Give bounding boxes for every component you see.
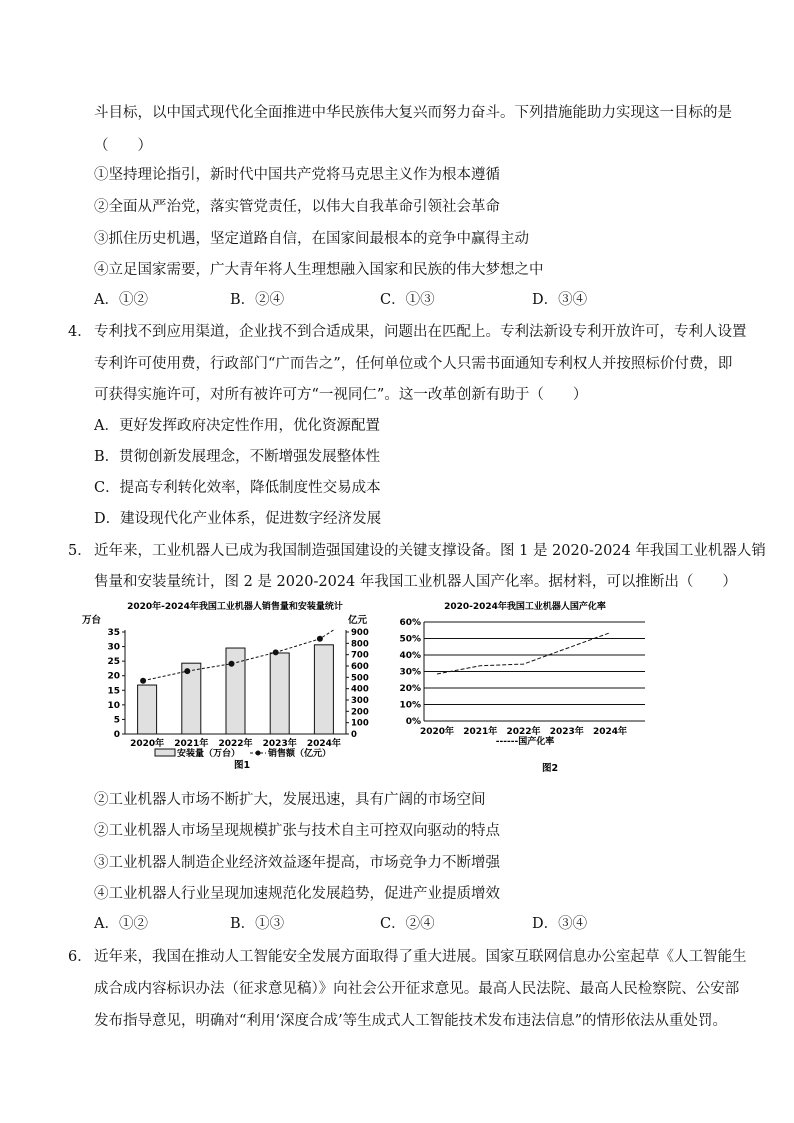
chart2-x-tick-label: 2022年 (506, 727, 541, 737)
chart1-x-tick-label: 2020年 (130, 739, 165, 749)
figure-2-line-chart (390, 598, 660, 778)
chart1-bar (182, 663, 201, 734)
chart2-y-tick-label: 10% (399, 700, 421, 711)
chart1-x-tick-label: 2022年 (218, 739, 253, 749)
chart1-caption: 图1 (233, 760, 251, 771)
chart2-caption: 图2 (541, 763, 559, 774)
q5-stem-line1: 近年来，工业机器人已成为我国制造强国建设的关键支撑设备。图 1 是 2020-2024 年我国工业机器人销 (94, 543, 766, 559)
chart1-right-tick-label: 100 (351, 718, 369, 729)
chart1-line-point (229, 661, 235, 667)
q6-stem-line1: 近年来，我国在推动人工智能安全发展方面取得了重大进展。国家互联网信息办公室起草《人工智能生 (94, 949, 747, 965)
chart1-legend-bar-swatch (155, 749, 175, 756)
chart1-left-tick-label: 0 (113, 730, 120, 740)
q5-item-2: ②工业机器人市场呈现规模扩张与技术自主可控双向驱动的特点 (94, 823, 500, 839)
q4-option-c[interactable]: C．提高专利转化效率，降低制度性交易成本 (94, 480, 381, 496)
q4-stem-line3: 可获得实施许可，对所有被许可方“一视同仁”。这一改革创新有助于（ ） (94, 387, 588, 403)
chart1-line-point (273, 649, 279, 655)
q4-number: 4． (68, 324, 92, 340)
chart2-y-tick-label: 20% (399, 684, 421, 694)
chart1-right-tick-label: 900 (351, 628, 369, 638)
chart2-y-tick-label: 40% (399, 651, 421, 661)
chart1-bar (138, 685, 157, 734)
chart1-x-tick-label: 2023年 (262, 739, 297, 749)
chart2-x-tick-label: 2021年 (463, 727, 498, 737)
q3-option-c[interactable]: C．①③ (380, 292, 435, 308)
q3-option-d[interactable]: D．③④ (532, 292, 588, 308)
chart1-right-unit: 亿元 (348, 615, 368, 626)
q5-option-a[interactable]: A．①② (94, 916, 148, 932)
q3-stem-line1: 斗目标，以中国式现代化全面推进中华民族伟大复兴而努力奋斗。下列措施能助力实现这一目标的是 (94, 105, 732, 121)
q3-item-2: ②全面从严治党，落实管党责任，以伟大自我革命引领社会革命 (94, 199, 500, 215)
chart1-bar (270, 653, 289, 734)
chart1-left-unit: 万台 (82, 615, 102, 626)
chart2-title: 2020-2024年我国工业机器人国产化率 (444, 602, 606, 612)
chart1-right-tick-label: 700 (351, 650, 369, 661)
chart2-legend-label: ------国产化率 (495, 737, 555, 747)
chart1-left-tick-label: 15 (107, 686, 120, 697)
q4-option-d[interactable]: D．建设现代化产业体系，促进数字经济发展 (94, 511, 382, 527)
chart2-y-tick-label: 50% (399, 634, 421, 645)
chart1-right-tick-label: 500 (351, 673, 369, 684)
q3-option-a[interactable]: A．①② (94, 292, 148, 308)
chart1-left-tick-label: 25 (107, 657, 120, 668)
chart1-x-tick-label: 2021年 (174, 739, 209, 749)
q3-stem-line2: （ ） (94, 138, 152, 154)
q6-stem-line3: 发布指导意见，明确对“利用‘深度合成’等生成式人工智能技术发布违法信息”的情形依法从重处罚。 (94, 1013, 728, 1029)
chart2-x-tick-label: 2024年 (592, 727, 628, 737)
chart1-left-tick-label: 35 (107, 628, 120, 638)
q4-stem-line2: 专利许可使用费，行政部门“广而告之”，任何单位或个人只需书面通知专利权人并按照标价付费，即 (94, 356, 733, 372)
q5-option-b[interactable]: B．①③ (230, 916, 285, 932)
chart1-right-tick-label: 400 (351, 684, 369, 695)
chart2-y-tick-label: 30% (399, 667, 421, 678)
chart1-left-tick-label: 5 (113, 715, 120, 726)
q5-option-d[interactable]: D．③④ (532, 916, 588, 932)
q4-option-b[interactable]: B．贯彻创新发展理念，不断增强发展整体性 (94, 449, 381, 465)
chart1-right-tick-label: 600 (351, 662, 369, 672)
q3-item-3: ③抓住历史机遇，坚定道路自信，在国家间最根本的竞争中赢得主动 (94, 231, 529, 247)
chart1-bar (314, 645, 333, 734)
chart1-x-tick-label: 2024年 (306, 739, 341, 749)
chart1-left-tick-label: 30 (107, 642, 120, 653)
chart1-line-point (184, 668, 190, 674)
q3-item-4: ④立足国家需要，广大青年将人生理想融入国家和民族的伟大梦想之中 (94, 262, 544, 278)
chart1-right-tick-label: 200 (351, 707, 369, 718)
chart1-left-tick-label: 10 (107, 700, 120, 711)
q4-option-a[interactable]: A．更好发挥政府决定性作用，优化资源配置 (94, 418, 380, 434)
chart1-left-tick-label: 20 (107, 671, 120, 682)
chart1-right-tick-label: 0 (351, 730, 357, 740)
q5-item-3: ③工业机器人制造企业经济效益逐年提高，市场竞争力不断增强 (94, 855, 500, 871)
chart1-right-tick-label: 800 (351, 639, 369, 650)
q3-item-1: ①坚持理论指引，新时代中国共产党将马克思主义作为根本遵循 (94, 167, 500, 183)
q6-stem-line2: 成合成内容标识办法（征求意见稿）》向社会公开征求意见。最高人民法院、最高人民检察院、公安部 (94, 981, 740, 997)
chart1-line-point (317, 636, 323, 642)
chart2-x-tick-label: 2020年 (419, 727, 455, 737)
q5-option-c[interactable]: C．②④ (380, 916, 435, 932)
q4-stem-line1: 专利找不到应用渠道，企业找不到合适成果，问题出在匹配上。专利法新设专利开放许可，专利人设置 (94, 324, 747, 340)
q5-number: 5． (68, 543, 92, 559)
q6-number: 6． (68, 949, 92, 965)
chart1-legend-line-label: 销售额（亿元） (268, 749, 332, 759)
chart2-y-tick-label: 0% (405, 717, 421, 727)
q3-option-b[interactable]: B．②④ (230, 292, 285, 308)
chart1-right-tick-label: 300 (351, 696, 369, 706)
q5-item-4: ④工业机器人行业呈现加速规范化发展趋势，促进产业提质增效 (94, 886, 500, 902)
chart2-x-tick-label: 2023年 (549, 727, 584, 737)
chart2-y-tick-label: 60% (399, 618, 421, 628)
q5-stem-line2: 售量和安装量统计，图 2 是 2020-2024 年我国工业机器人国产化率。据材料，可以推断出（ ） (94, 574, 737, 590)
chart1-line-point (140, 678, 146, 684)
chart1-legend-line-point (256, 751, 261, 756)
chart1-legend-bar-label: 安装量（万台） (177, 749, 241, 759)
figure-1-bar-line-chart (80, 598, 390, 778)
chart1-title: 2020年-2024年我国工业机器人销售量和安装量统计 (127, 602, 343, 612)
q5-item-1: ②工业机器人市场不断扩大，发展迅速，具有广阔的市场空间 (94, 792, 486, 808)
